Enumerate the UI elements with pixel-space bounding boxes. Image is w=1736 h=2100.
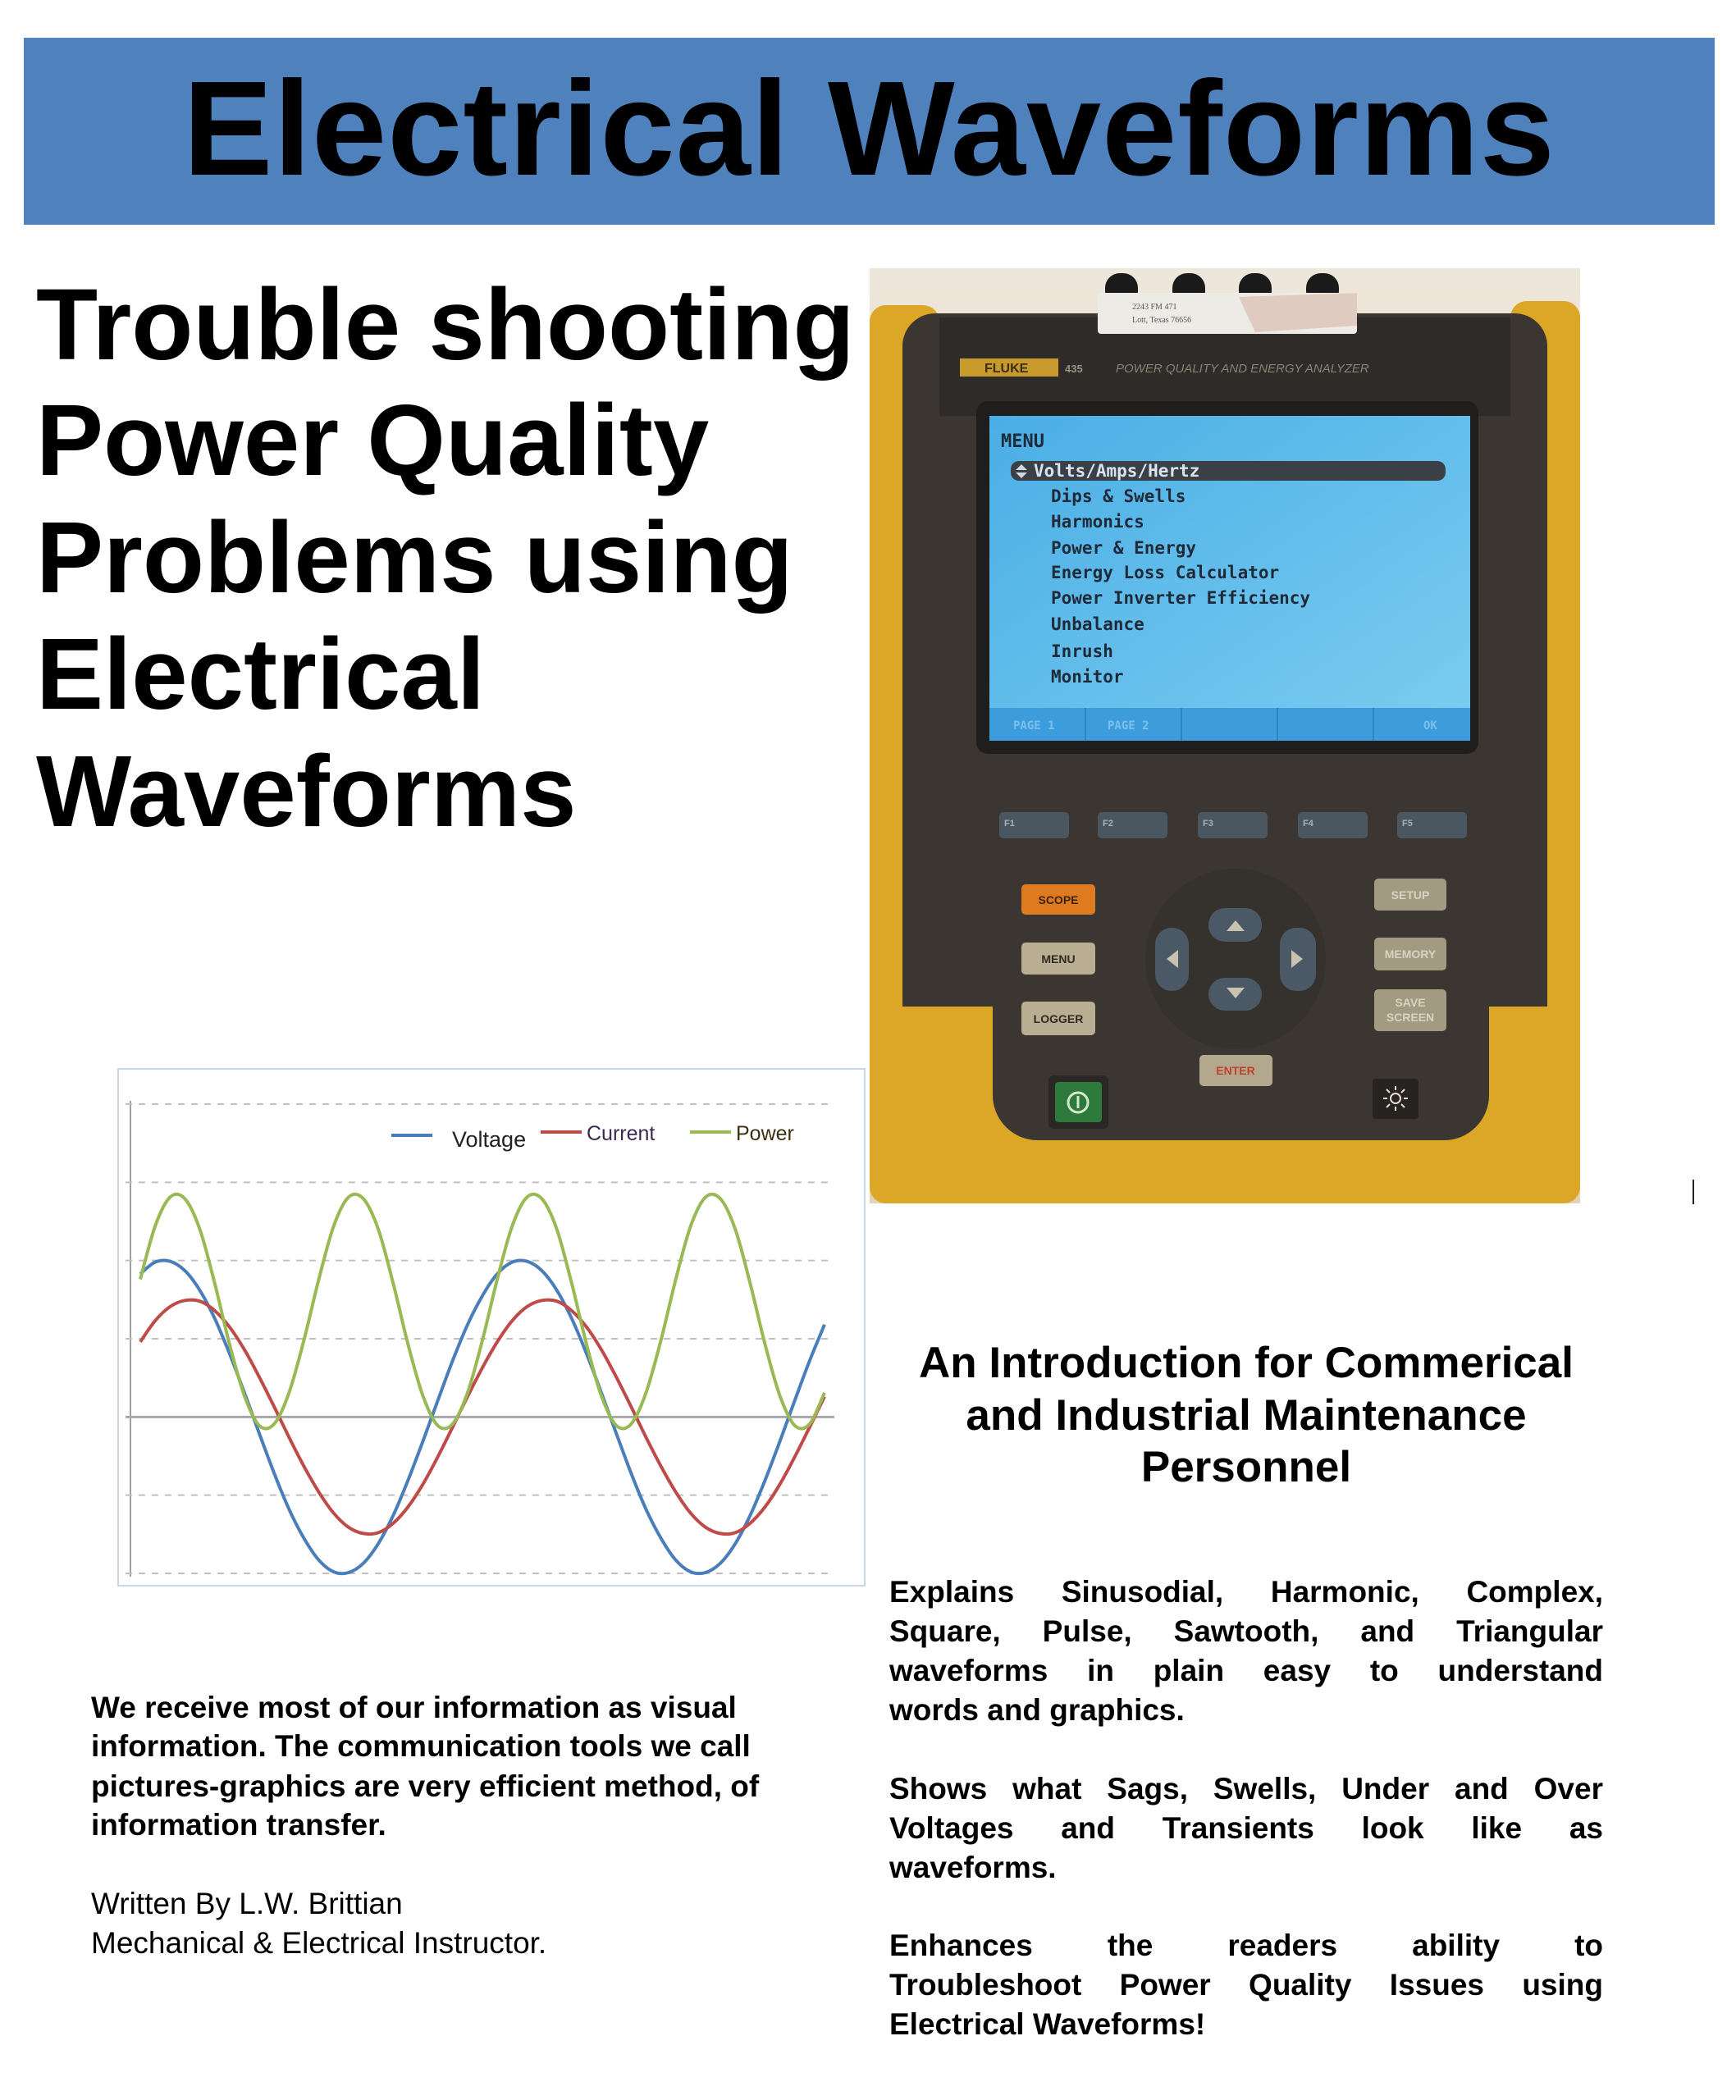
f-key-label: F5	[1402, 819, 1413, 829]
menu-item[interactable]: Power & Energy	[1051, 538, 1197, 558]
text-line: Square, Pulse, Sawtooth, and Triangular	[889, 1614, 1603, 1648]
text-line: information transfer.	[91, 1808, 386, 1842]
text-line: We receive most of our information as visual	[91, 1691, 737, 1724]
book-title: Electrical Waveforms	[183, 53, 1556, 203]
menu-item[interactable]: Unbalance	[1051, 614, 1144, 634]
waveform-chart-svg	[119, 1070, 864, 1585]
brand-strip	[960, 358, 1369, 377]
text-cursor	[1693, 1180, 1694, 1204]
product-name: POWER QUALITY AND ENERGY ANALYZER	[1116, 362, 1369, 376]
enter-label: ENTER	[1216, 1064, 1255, 1077]
address-sticker	[1098, 293, 1357, 334]
menu-label: MENU	[1041, 952, 1076, 966]
intro-line: Personnel	[1140, 1443, 1352, 1491]
heading-line: Power Quality	[36, 385, 710, 497]
author-name: Written By L.W. Brittian	[91, 1887, 403, 1920]
text-line: Explains Sinusodial, Harmonic, Complex,	[889, 1575, 1603, 1609]
softkey-label: PAGE 1	[1013, 719, 1055, 733]
text-line: Electrical Waveforms!	[889, 2007, 1206, 2041]
backlight-button[interactable]	[1373, 1079, 1418, 1119]
sticker-line: 2243 FM 471	[1132, 303, 1177, 312]
text-line: pictures-graphics are very efficient method, of	[91, 1769, 760, 1803]
heading-line: Waveforms	[36, 736, 577, 848]
menu-item[interactable]: Energy Loss Calculator	[1051, 563, 1280, 582]
logger-label: LOGGER	[1033, 1012, 1084, 1025]
heading-line: Problems using	[36, 502, 793, 614]
f-key-label: F3	[1203, 819, 1213, 829]
heading-line: Trouble shooting	[36, 269, 855, 381]
sticker-line: Lott, Texas 76656	[1132, 316, 1192, 325]
softkey-label: OK	[1423, 719, 1437, 733]
menu-item-selected[interactable]: Volts/Amps/Hertz	[1034, 461, 1200, 481]
menu-item[interactable]: Power Inverter Efficiency	[1051, 588, 1311, 608]
power-analyzer-photo	[870, 268, 1580, 1203]
text-line: waveforms in plain easy to understand	[889, 1654, 1603, 1687]
legend-label-power: Power	[736, 1122, 794, 1145]
menu-item[interactable]: Harmonics	[1051, 512, 1144, 532]
f-key-label: F2	[1103, 819, 1113, 829]
author-title: Mechanical & Electrical Instructor.	[91, 1926, 547, 1960]
f-key-label: F4	[1303, 819, 1313, 829]
legend-label-voltage: Voltage	[452, 1127, 527, 1152]
text-line: words and graphics.	[889, 1693, 1185, 1727]
save-screen-label: SCREEN	[1386, 1011, 1435, 1024]
title-banner	[24, 38, 1715, 225]
menu-item[interactable]: Dips & Swells	[1051, 486, 1186, 506]
setup-label: SETUP	[1391, 888, 1430, 902]
directional-pad	[1145, 869, 1326, 1049]
text-line: Troubleshoot Power Quality Issues using	[889, 1968, 1603, 2002]
menu-item[interactable]: Inrush	[1051, 641, 1113, 661]
text-line: Voltages and Transients look like as	[889, 1811, 1603, 1845]
heading-line: Electrical	[36, 619, 486, 731]
chart-legend	[391, 1122, 794, 1152]
softkey-label: PAGE 2	[1108, 719, 1149, 733]
memory-label: MEMORY	[1384, 947, 1437, 961]
intro-line: and Industrial Maintenance	[966, 1391, 1527, 1440]
series-line-power	[140, 1194, 825, 1429]
lcd-screen	[989, 416, 1470, 741]
text-line: Enhances the readers ability to	[889, 1929, 1603, 1962]
softkey-bar	[989, 708, 1470, 741]
menu-item[interactable]: Monitor	[1051, 667, 1124, 687]
legend-label-current: Current	[587, 1122, 656, 1145]
scope-label: SCOPE	[1038, 893, 1079, 906]
waveform-chart	[117, 1068, 866, 1586]
text-line: Shows what Sags, Swells, Under and Over	[889, 1772, 1603, 1806]
model-number: 435	[1065, 363, 1083, 375]
brand-logo: FLUKE	[984, 362, 1029, 376]
save-screen-label: SAVE	[1395, 996, 1426, 1009]
intro-line: An Introduction for Commerical	[919, 1339, 1574, 1387]
screen-title: MENU	[1001, 431, 1044, 452]
text-line: information. The communication tools we call	[91, 1729, 751, 1763]
f-key-label: F1	[1004, 819, 1015, 829]
text-line: waveforms.	[889, 1851, 1057, 1884]
